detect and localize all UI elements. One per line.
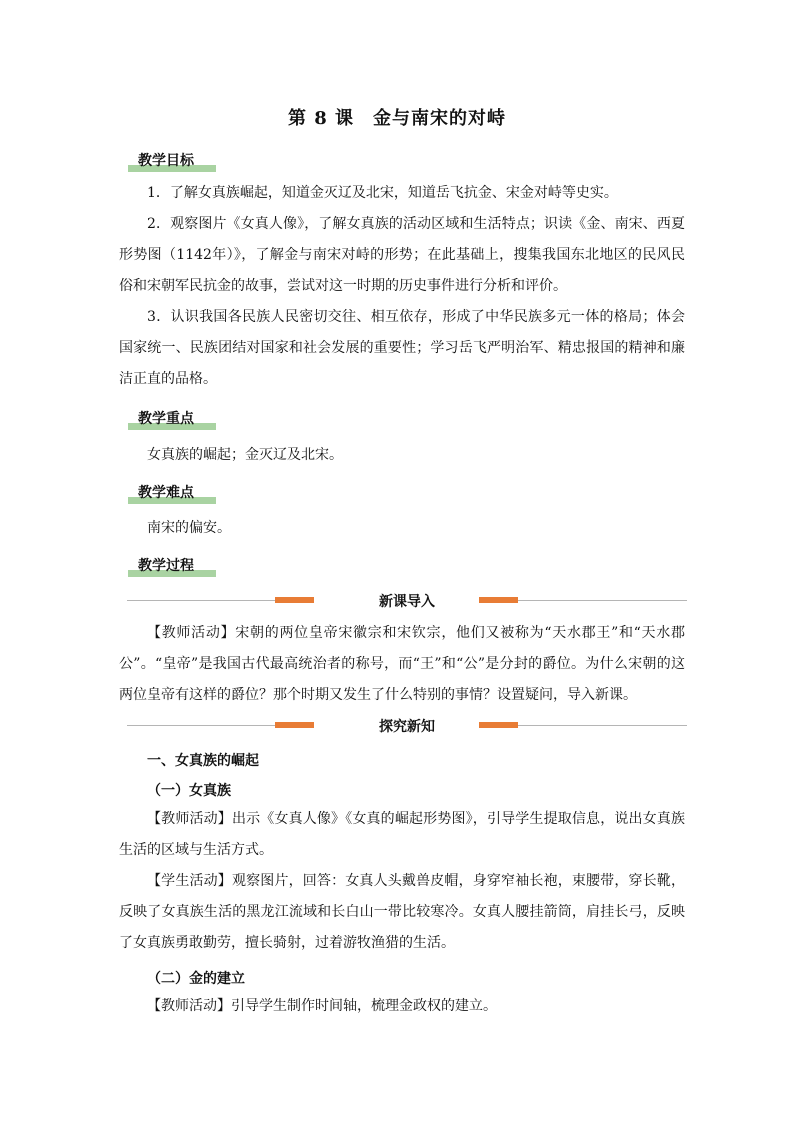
goal-paragraph-1: 1．了解女真族崛起，知道金灭辽及北宋，知道岳飞抗金、宋金对峙等史实。 (147, 185, 618, 201)
page-title: 第 8 课 金与南宋的对峙 (287, 108, 507, 129)
teacher-activity-2: 【教师活动】引导学生制作时间轴，梳理金政权的建立。 (147, 998, 497, 1014)
section-heading-label: 教学过程 (138, 558, 194, 574)
divider-explore (127, 716, 687, 736)
goal-paragraph-2: 2．观察图片《女真人像》，了解女真族的活动区域和生活特点；识读《金、南宋、西夏形势图（1142年）》，了解金与南宋对峙的形势；在此基础上，搜集我国东北地区的民风民俗和宋朝军民抗金的故事，尝试对这一时期的历史事件进行分析和评价。 (119, 216, 685, 294)
section-heading-key-points (128, 408, 216, 430)
intro-paragraph: 【教师活动】宋朝的两位皇帝宋徽宗和宋钦宗，他们又被称为“天水郡王”和“天水郡公”。“皇帝”是我国古代最高统治者的称号，而“王”和“公”是分封的爵位。为什么宋朝的这两位皇帝有这样的爵位？那个时期又发生了什么特别的事情？设置疑问，导入新课。 (119, 625, 685, 703)
section-heading-goals (128, 150, 216, 172)
teacher-activity-1: 【教师活动】出示《女真人像》《女真的崛起形势图》，引导学生提取信息，说出女真族生活的区域与生活方式。 (119, 811, 685, 858)
goal-paragraph-3: 3．认识我国各民族人民密切交往、相互依存，形成了中华民族多元一体的格局；体会国家统一、民族团结对国家和社会发展的重要性；学习岳飞严明治军、精忠报国的精神和廉洁正直的品格。 (119, 309, 685, 387)
section-heading-label: 教学目标 (138, 153, 194, 169)
section-heading-difficulties (128, 482, 216, 504)
subheading-jurchen: （一）女真族 (147, 783, 231, 799)
divider-intro (127, 591, 687, 611)
subheading-jin-founding: （二）金的建立 (147, 971, 245, 987)
divider-label: 探究新知 (379, 719, 435, 735)
section-heading-label: 教学重点 (138, 411, 194, 427)
subheading-jurchen-rise: 一、女真族的崛起 (147, 753, 259, 769)
divider-label: 新课导入 (379, 594, 435, 610)
difficulties-text: 南宋的偏安。 (147, 520, 231, 536)
student-activity-1: 【学生活动】观察图片，回答：女真人头戴兽皮帽，身穿窄袖长袍，束腰带，穿长靴，反映了女真族生活的黑龙江流域和长白山一带比较寒冷。女真人腰挂箭筒，肩挂长弓，反映了女真族勇敢勤劳，擅长骑射，过着游牧渔猎的生活。 (119, 873, 685, 951)
section-heading-label: 教学难点 (138, 485, 194, 501)
section-heading-process (128, 555, 216, 577)
key-points-text: 女真族的崛起；金灭辽及北宋。 (147, 447, 343, 463)
